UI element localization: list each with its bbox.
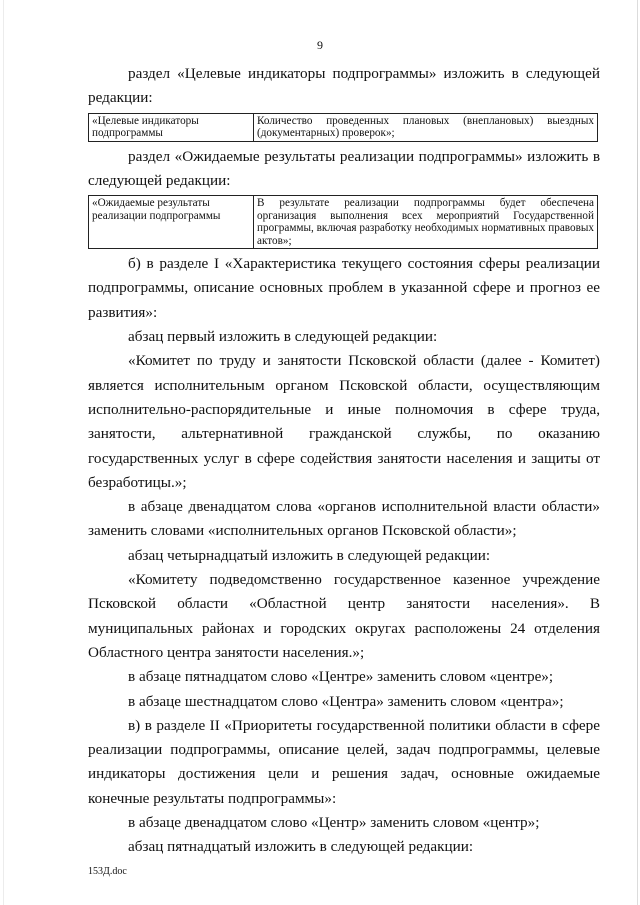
paragraph-5: абзац четырнадцатый изложить в следующей редакции: [128, 546, 491, 564]
scan-edge-right [637, 0, 638, 905]
paragraph-targets-section: раздел «Целевые индикаторы подпрограммы» изложить в следующей редакции: [88, 65, 600, 107]
paragraph-9: в) в разделе II «Приоритеты государственной политики области в сфере реализации подпрограммы, описание целей, задач подпрограммы, целевые индикаторы достижения цели и решения задач, основные ожидаемые конечные результаты подпрограммы»: [88, 716, 600, 807]
paragraph-1: б) в разделе I «Характеристика текущего состояния сферы реализации подпрограммы, описание основных проблем в указанной сфере и прогноз ее развития»: [88, 255, 600, 321]
scan-edge-left [3, 0, 4, 905]
document-body [88, 62, 600, 860]
paragraph-6: «Комитету подведомственно государственное казенное учреждение Псковской области «Областной центр занятости населения». В муниципальных районах и городских округах расположены 24 отделения Областного центра занятости населения.»; [88, 571, 600, 661]
page-number: 9 [317, 38, 323, 52]
paragraph-4: в абзаце двенадцатом слова «органов исполнительной власти области» заменить словами «исполнительных органов Псковской области»; [88, 498, 600, 540]
paragraph-7: в абзаце пятнадцатом слово «Центре» заменить словом «центре»; [128, 668, 554, 686]
targets-table-label: «Целевые индикаторы подпрограммы [89, 113, 254, 141]
paragraph-results-section: раздел «Ожидаемые результаты реализации подпрограммы» изложить в следующей редакции: [88, 147, 600, 189]
targets-table [88, 113, 598, 142]
results-table-label: «Ожидаемые результаты реализации подпрограммы [89, 196, 254, 249]
footer-filename: 153Д.doc [88, 866, 127, 877]
paragraph-8: в абзаце шестнадцатом слово «Центра» заменить словом «центра»; [128, 692, 564, 710]
targets-table-value: Количество проведенных плановых (внеплановых) выездных (документарных) проверок»; [254, 113, 598, 141]
paragraph-11: абзац пятнадцатый изложить в следующей редакции: [128, 838, 474, 856]
results-table [88, 195, 598, 249]
paragraph-3: «Комитет по труду и занятости Псковской области (далее - Комитет) является исполнительным органом Псковской области, осуществляющим исполнительно-распорядительные и иные полномочия в сфере труда, занятости, альтернативной гражданской службы, по оказанию государственных услуг в сфере содействия занятости населения и защиты от безработицы.»; [88, 352, 600, 491]
paragraph-2: абзац первый изложить в следующей редакции: [128, 328, 438, 346]
results-table-value: В результате реализации подпрограммы будет обеспечена организация выполнения всех мероприятий Государственной программы, включая разработку необходимых нормативных правовых актов»; [254, 196, 598, 249]
paragraph-10: в абзаце двенадцатом слово «Центр» заменить словом «центр»; [128, 814, 540, 832]
